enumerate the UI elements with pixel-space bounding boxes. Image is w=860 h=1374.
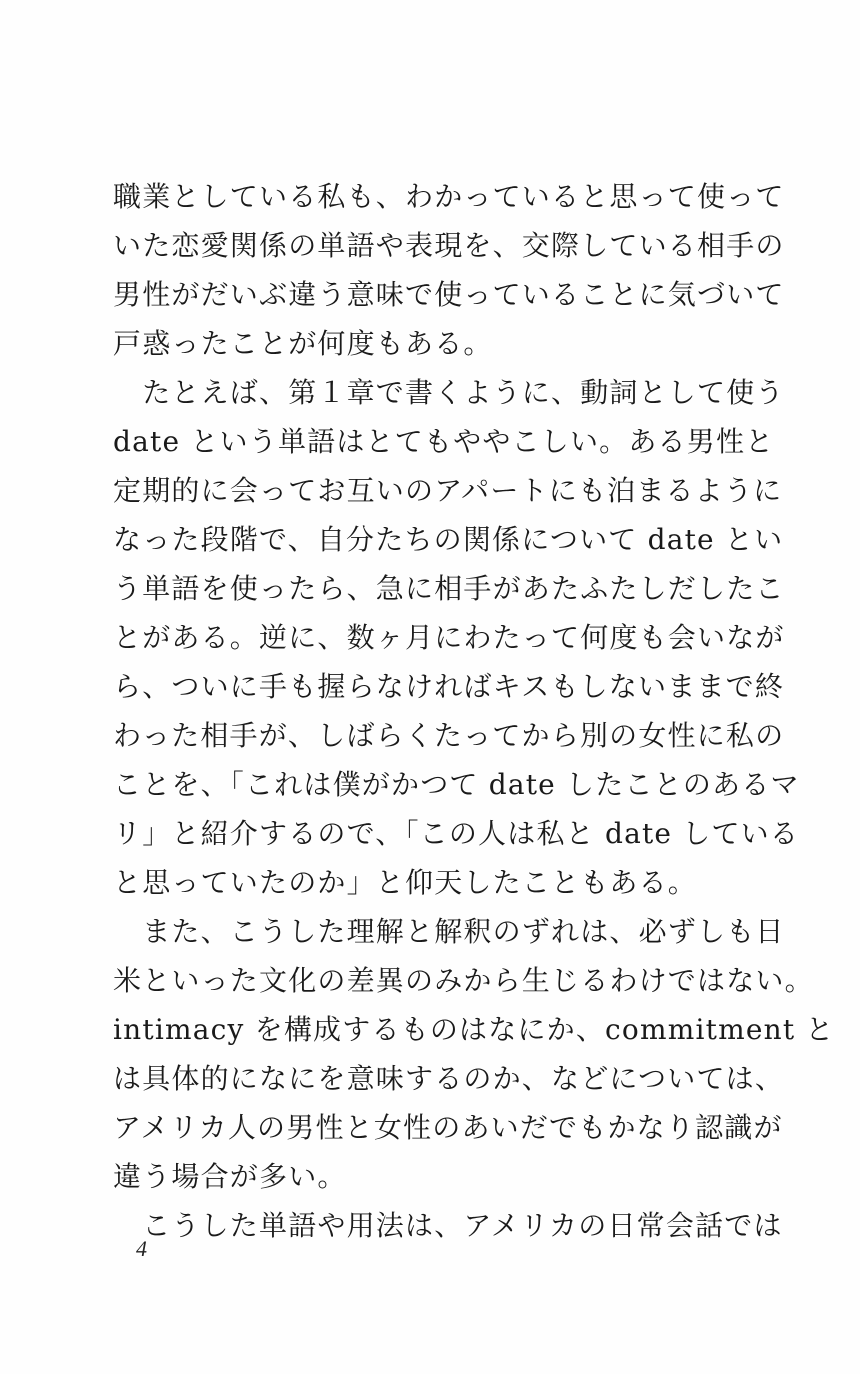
text-line: なった段階で、自分たちの関係について date とい (113, 523, 784, 556)
text-line: 戸惑ったことが何度もある。 (113, 327, 493, 360)
text-line: 職業としている私も、わかっていると思って使って (113, 180, 785, 213)
text-line: アメリカ人の男性と女性のあいだでもかなり認識が (113, 1111, 783, 1144)
text-line: 定期的に会ってお互いのアパートにも泊まるように (113, 474, 783, 507)
text-line: こうした単語や用法は、アメリカの日常会話では (113, 1209, 783, 1242)
text-line: intimacy を構成するものはなにか、commitment と (113, 1013, 835, 1046)
text-line: とがある。逆に、数ヶ月にわたって何度も会いなが (113, 621, 785, 654)
text-line: date という単語はとてもややこしい。ある男性と (113, 425, 775, 458)
text-line: 男性がだいぶ違う意味で使っていることに気づいて (113, 278, 785, 311)
text-line: 米といった文化の差異のみから生じるわけではない。 (113, 964, 814, 997)
body-text (113, 172, 835, 1250)
text-line: ことを、「これは僕がかつて date したことのあるマ (113, 768, 800, 801)
text-line: ら、ついに手も握らなければキスもしないままで終 (113, 670, 785, 703)
text-line: と思っていたのか」と仰天したこともある。 (113, 866, 698, 899)
text-line: わった相手が、しばらくたってから別の女性に私の (113, 719, 785, 752)
text-line: は具体的になにを意味するのか、などについては、 (113, 1062, 785, 1095)
text-line: 違う場合が多い。 (113, 1160, 347, 1193)
text-line: たとえば、第１章で書くように、動詞として使う (113, 376, 785, 409)
text-line: う単語を使ったら、急に相手があたふたしだしたこ (113, 572, 785, 605)
text-line: また、こうした理解と解釈のずれは、必ずしも日 (113, 915, 785, 948)
text-line: いた恋愛関係の単語や表現を、交際している相手の (113, 229, 785, 262)
text-line: リ」と紹介するので、「この人は私と date している (113, 817, 800, 850)
page-number: 4 (136, 1236, 147, 1261)
